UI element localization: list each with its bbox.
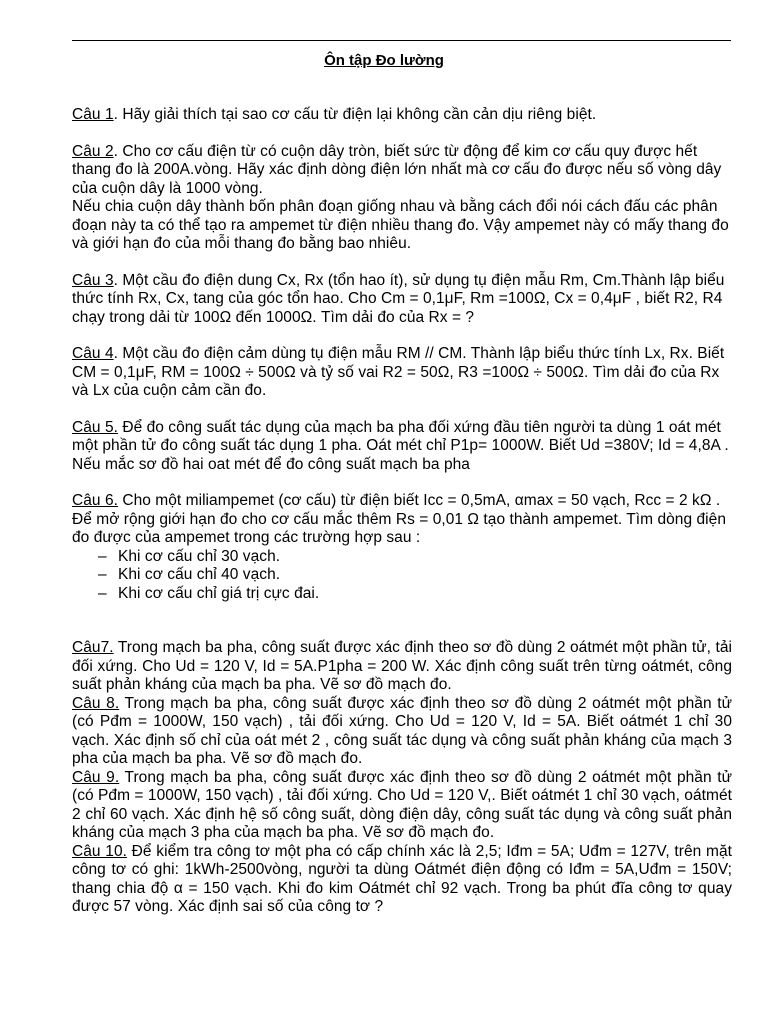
question-text: Trong mạch ba pha, công suất được xác định theo sơ đồ dùng 2 oátmét một phần tử, tải đối xứng. Cho Ud = 120 V, Id = 5A.P1pha = 200 W. Xác định công suất trên từng oátmét, công suất phản kháng của mạch ba pha. Vẽ sơ đồ mạch đo. <box>72 639 732 693</box>
question-text: . Một cầu đo điện cảm dùng tụ điện mẫu RM // CM. Thành lập biểu thức tính Lx, Rx. Biết CM = 0,1μF, RM = 100Ω ÷ 500Ω và tỷ số vai R2 = 50Ω, R3 =100Ω ÷ 500Ω. Tìm dải đo của Rx và Lx của cuộn cảm cần đo. <box>72 345 725 399</box>
question-label: Câu 10. <box>72 842 127 860</box>
question-text-continued: Nếu chia cuộn dây thành bốn phân đoạn giống nhau và bằng cách đổi nói cách đấu các phân đoạn này ta có thể tạo ra ampemet từ điện nhiều thang đo. Vậy ampemet này có mấy thang đo và giới hạn đo của mỗi thang đo bằng bao nhiêu. <box>72 198 729 252</box>
list-item: – Khi cơ cấu chỉ 30 vạch. <box>98 548 732 567</box>
case-list <box>72 548 732 604</box>
question-6 <box>72 492 732 603</box>
question-text: . Hãy giải thích tại sao cơ cấu từ điện lại không cần cản dịu riêng biệt. <box>113 106 597 123</box>
question-text: Trong mạch ba pha, công suất được xác định theo sơ đồ dùng 2 oátmét một phần tử (có Pđm = 1000W, 150 vạch) , tải đối xứng. Cho Ud = 120 V, Id = 5A. Biết oátmét 1 chỉ 30 vạch. Xác định số chỉ của oát mét 2 , công suất tác dụng và công suất phản kháng của mạch 3 pha của mạch ba pha. Vẽ sơ đồ mạch đo. <box>72 694 732 767</box>
question-label: Câu 1 <box>72 106 114 123</box>
question-4 <box>72 345 732 401</box>
question-label: Câu 6. <box>72 492 118 509</box>
question-label: Câu 3 <box>72 271 114 289</box>
question-label: Câu 4 <box>72 345 114 362</box>
question-8 <box>72 695 732 769</box>
question-9 <box>72 769 732 843</box>
question-text: Trong mạch ba pha, công suất được xác định theo sơ đồ dùng 2 oátmét một phần tử (có Pđm = 1000W, 150 vạch) , tải đối xứng. Cho Ud = 120 V,. Biết oátmét 1 chỉ 30 vạch, oátmét 2 chỉ 60 vạch. Xác định hệ số công suất, dòng điện dây, công suất tác dụng và công suất phản kháng của mạch 3 pha của mạch ba pha. Vẽ sơ đồ mạch đo. <box>72 768 732 841</box>
question-10 <box>72 843 732 917</box>
document-body <box>72 106 732 917</box>
question-3 <box>72 272 732 328</box>
question-text: Cho một miliampemet (cơ cấu) từ điện biết Icc = 0,5mA, αmax = 50 vạch, Rcc = 2 kΩ . Để mở rộng giới hạn đo cho cơ cấu mắc thêm Rs = 0,01 Ω tạo thành ampemet. Tìm dòng điện đo được của ampemet trong các trường hợp sau : <box>72 492 726 546</box>
question-text: Để đo công suất tác dụng của mạch ba pha đối xứng đầu tiên người ta dùng 1 oát mét một phần tử đo công suất tác dụng 1 pha. Oát mét chỉ P1p= 1000W. Biết Ud =380V; Id = 4,8A . Nếu mắc sơ đồ hai oat mét để đo công suất mạch ba pha <box>72 418 729 473</box>
question-text: Để kiểm tra công tơ một pha có cấp chính xác là 2,5; Iđm = 5A; Uđm = 127V, trên mặt công tơ có ghi: 1kWh-2500vòng, người ta dùng Oátmét điện động có Iđm = 5A,Uđm = 150V; thang chia độ α = 150 vạch. Khi đo kim Oátmét chỉ 92 vạch. Trong ba phút đĩa công tơ quay được 57 vòng. Xác định sai số của công tơ ? <box>72 842 733 915</box>
question-label: Câu 5. <box>72 418 118 436</box>
top-rule <box>72 40 731 41</box>
question-text: . Cho cơ cấu điện từ có cuộn dây tròn, biết sức từ động để kim cơ cấu quy được hết thang đo là 200A.vòng. Hãy xác định dòng điện lớn nhất mà cơ cấu đo được nếu số vòng dây của cuộn dây là 1000 vòng. <box>72 142 722 197</box>
question-label: Câu 8. <box>72 694 120 712</box>
page-title: Ôn tập Đo lường <box>324 52 444 69</box>
question-5 <box>72 419 732 475</box>
question-text: . Một cầu đo điện dung Cx, Rx (tổn hao ít), sử dụng tụ điện mẫu Rm, Cm.Thành lập biểu thức tính Rx, Cx, tang của góc tổn hao. Cho Cm = 0,1μF, Rm =100Ω, Cx = 0,4μF , biết R2, R4 chạy trong dải từ 100Ω đến 1000Ω. Tìm dải đo của Rx = ? <box>72 271 725 326</box>
question-label: Câu7. <box>72 639 114 656</box>
question-label: Câu 2 <box>72 142 114 160</box>
question-2 <box>72 143 732 254</box>
list-item: – Khi cơ cấu chỉ giá trị cực đai. <box>98 585 732 604</box>
question-1 <box>72 106 732 125</box>
list-item: – Khi cơ cấu chỉ 40 vạch. <box>98 566 732 585</box>
question-label: Câu 9. <box>72 768 120 786</box>
question-7 <box>72 639 732 695</box>
